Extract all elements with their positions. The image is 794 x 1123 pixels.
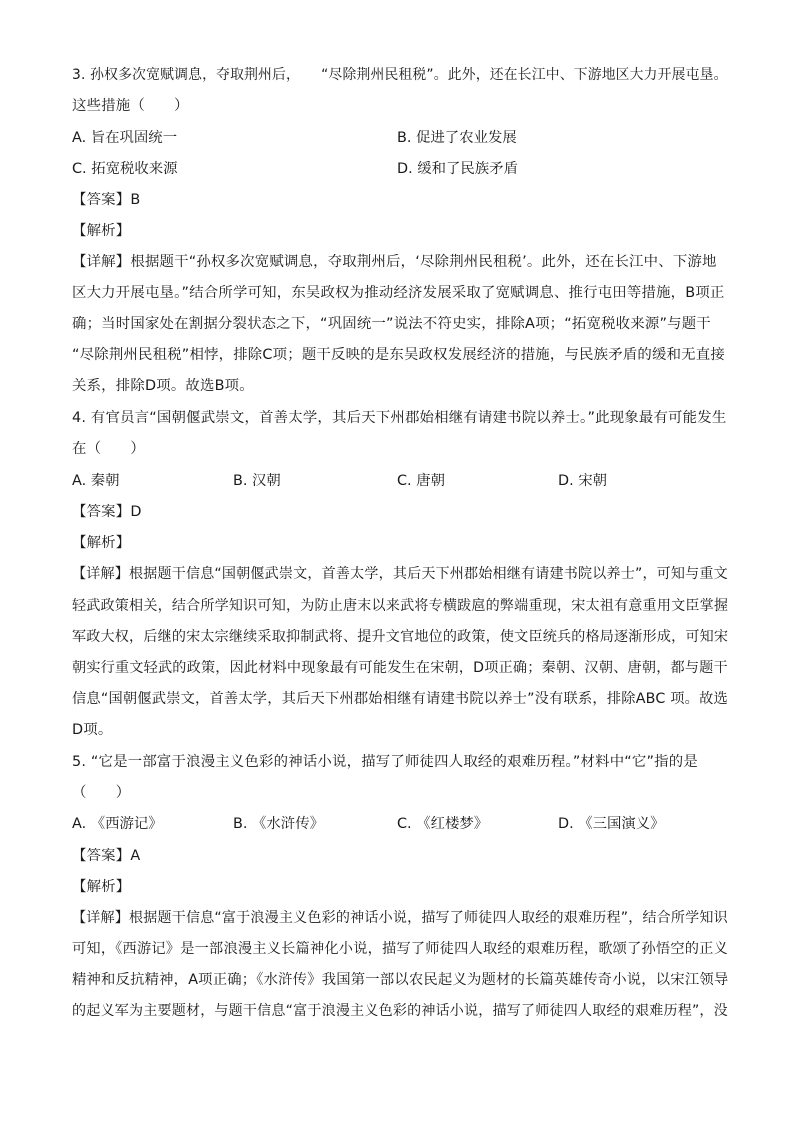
q4-detail-line3: 军政大权，后继的宋太宗继续采取抑制武将、提升文官地位的政策，使文臣统兵的格局逐渐形成，可知宋 bbox=[72, 629, 729, 645]
q4-detail-line1: 【详解】根据题干信息“国朝偃武崇文，首善太学，其后天下州郡始相继有请建书院以养士”，可知与重文 bbox=[72, 566, 728, 582]
q5-detail-line3: 精神和反抗精神，A项正确；《水浒传》我国第一部以农民起义为题材的长篇英雄传奇小说，以宋江领导 bbox=[72, 972, 729, 988]
q4-stem-line1: 4. 有官员言“国朝偃武崇文，首善太学，其后天下州郡始相继有请建书院以养士。”此现象最有可能发生 bbox=[72, 410, 727, 426]
q5-stem-line1: 5. “它是一部富于浪漫主义色彩的神话小说，描写了师徒四人取经的艰难历程。”材料中“它”指的是 bbox=[72, 754, 698, 770]
q4-option-d: D. 宋朝 bbox=[558, 473, 608, 489]
q3-detail-line1: 【详解】根据题干“孙权多次宽赋调息，夺取荆州后，‘尽除荆州民租税’。此外，还在长江中、下游地 bbox=[72, 254, 717, 270]
q4-answer: 【答案】D bbox=[72, 504, 142, 520]
q3-option-c: C. 拓宽税收来源 bbox=[72, 161, 178, 177]
q4-stem-line2: 在（ ） bbox=[72, 441, 145, 457]
q4-option-a: A. 秦朝 bbox=[72, 473, 120, 489]
q3-detail-line3: 确；当时国家处在割据分裂状态之下，“巩固统一”说法不符史实，排除A项；“拓宽税收来源”与题干 bbox=[72, 316, 711, 332]
q5-analysis-label: 【解析】 bbox=[72, 879, 131, 895]
q4-detail-line5: 信息“国朝偃武崇文，首善太学，其后天下州郡始相继有请建书院以养士”没有联系，排除ABC 项。故选 bbox=[72, 691, 728, 707]
q3-analysis-label: 【解析】 bbox=[72, 223, 131, 239]
q4-option-c: C. 唐朝 bbox=[397, 473, 445, 489]
q5-option-b: B. 《水浒传》 bbox=[233, 816, 324, 832]
q4-option-b: B. 汉朝 bbox=[233, 473, 281, 489]
q3-detail-line5: 关系，排除D项。故选B项。 bbox=[72, 378, 254, 394]
q5-option-d: D. 《三国演义》 bbox=[558, 816, 665, 832]
q3-detail-line4: “尽除荆州民租税”相悖，排除C项；题干反映的是东吴政权发展经济的措施，与民族矛盾的缓和无直接 bbox=[72, 347, 725, 363]
q5-detail-line2: 可知，《西游记》是一部浪漫主义长篇神化小说，描写了师徒四人取经的艰难历程，歌颂了孙悟空的正义 bbox=[72, 941, 729, 957]
q3-option-d: D. 缓和了民族矛盾 bbox=[397, 161, 518, 177]
q4-detail-line6: D项。 bbox=[72, 722, 113, 738]
q3-answer: 【答案】B bbox=[72, 192, 141, 208]
q5-option-a: A. 《西游记》 bbox=[72, 816, 163, 832]
q5-answer: 【答案】A bbox=[72, 848, 141, 864]
q3-stem-line1: 3. 孙权多次宽赋调息，夺取荆州后， “尽除荆州民租税”。此外，还在长江中、下游地区大力开展屯垦。 bbox=[72, 67, 728, 83]
q3-detail-line2: 区大力开展屯垦。”结合所学可知，东吴政权为推动经济发展采取了宽赋调息、推行屯田等措施，B项正 bbox=[72, 285, 725, 301]
q5-detail-line4: 的起义军为主要题材，与题干信息“富于浪漫主义色彩的神话小说，描写了师徒四人取经的艰难历程”，没 bbox=[72, 1003, 728, 1019]
q4-detail-line4: 朝实行重文轻武的政策，因此材料中现象最有可能发生在宋朝，D项正确；秦朝、汉朝、唐朝，都与题干 bbox=[72, 660, 728, 676]
q4-detail-line2: 轻武政策相关，结合所学知识可知，为防止唐末以来武将专横跋扈的弊端重现，宋太祖有意重用文臣掌握 bbox=[72, 598, 729, 614]
q3-stem-line2: 这些措施（ ） bbox=[72, 98, 189, 114]
q3-option-b: B. 促进了农业发展 bbox=[397, 130, 517, 146]
q4-analysis-label: 【解析】 bbox=[72, 535, 131, 551]
q5-option-c: C. 《红楼梦》 bbox=[397, 816, 489, 832]
q3-option-a: A. 旨在巩固统一 bbox=[72, 130, 178, 146]
q5-detail-line1: 【详解】根据题干信息“富于浪漫主义色彩的神话小说，描写了师徒四人取经的艰难历程”，结合所学知识 bbox=[72, 910, 728, 926]
q5-stem-line2: （ ） bbox=[72, 785, 131, 801]
